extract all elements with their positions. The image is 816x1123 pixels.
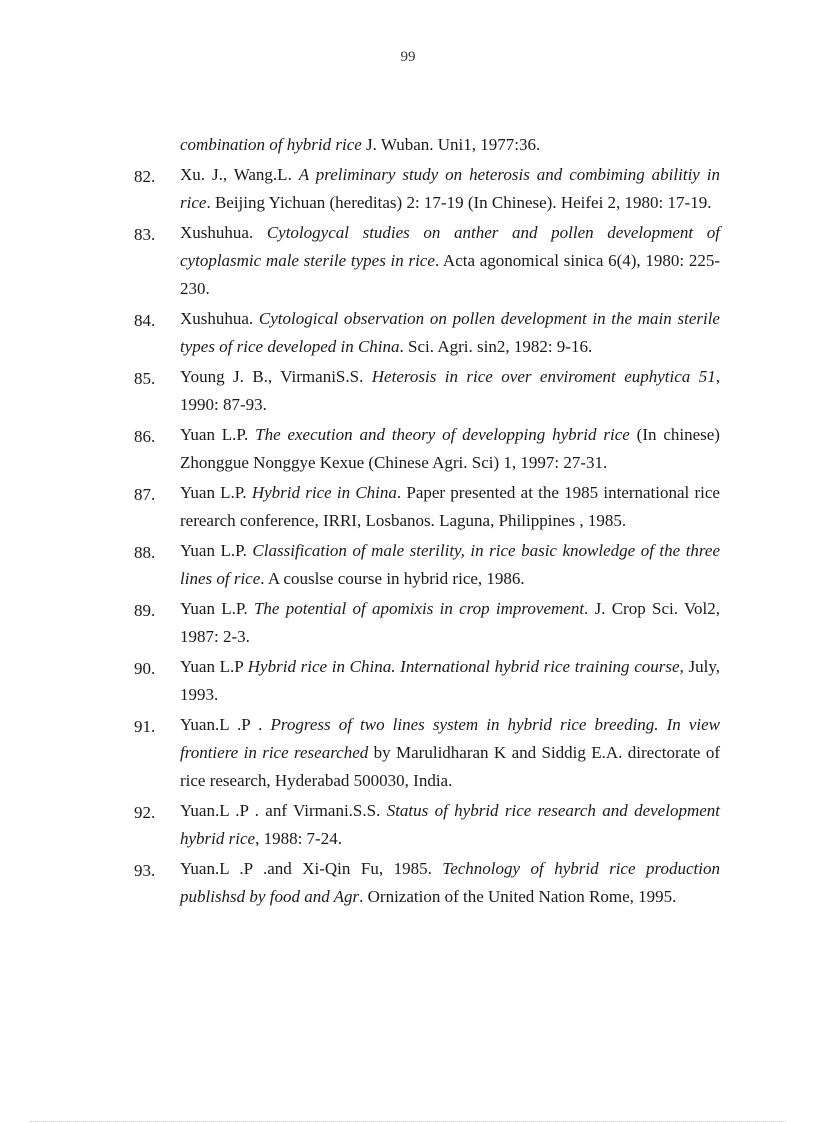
reference-item xyxy=(134,161,720,217)
reference-list xyxy=(134,131,720,913)
reference-title-text: Classification of male sterility, in rice basic knowledge of the three lines of rice xyxy=(180,541,720,588)
reference-title-text: Cytological observation on pollen development in the main sterile types of rice developed in China xyxy=(180,309,720,356)
reference-body xyxy=(180,711,720,795)
reference-title-text: The potential of apomixis in crop improvement xyxy=(253,599,585,618)
reference-body xyxy=(180,131,720,159)
reference-text: , July, 1993. xyxy=(180,657,720,704)
reference-item xyxy=(134,421,720,477)
reference-number: 86. xyxy=(134,427,156,446)
reference-continuation xyxy=(134,131,720,159)
reference-text: , 1988: 7-24. xyxy=(255,829,342,848)
reference-number: 82. xyxy=(134,167,156,186)
reference-number: 83. xyxy=(134,225,156,244)
reference-item xyxy=(134,537,720,593)
page-number: 99 xyxy=(400,49,416,65)
reference-title-text: Heterosis in rice over enviroment euphytica 51 xyxy=(371,367,716,386)
reference-body xyxy=(180,421,720,477)
reference-item xyxy=(134,479,720,535)
reference-text: (In chinese) Zhonggue Nonggye Kexue (Chinese Agri. Sci) 1, 1997: 27-31. xyxy=(180,425,720,472)
reference-items xyxy=(134,161,720,911)
reference-body xyxy=(180,161,720,217)
reference-number: 84. xyxy=(134,311,156,330)
reference-title-text: Hybrid rice in China xyxy=(251,483,397,502)
reference-text: by Marulidharan K and Siddig E.A. directorate of rice research, Hyderabad 500030, India. xyxy=(180,743,720,790)
reference-body xyxy=(180,797,720,853)
reference-text: Xu. J., Wang.L. xyxy=(180,165,299,184)
reference-title-text: Progress of two lines system in hybrid rice breeding. In view frontiere in rice researched xyxy=(180,715,721,762)
reference-text: Yuan L.P. xyxy=(180,483,252,502)
reference-item xyxy=(134,595,720,651)
reference-item xyxy=(134,363,720,419)
page-bottom-rule xyxy=(30,1121,786,1122)
reference-title-text: combination of hybrid rice xyxy=(180,135,362,154)
reference-title-text: The execution and theory of developping hybrid rice xyxy=(255,425,630,444)
reference-item xyxy=(134,855,720,911)
reference-text: Yuan L.P. xyxy=(180,425,256,444)
reference-text: Yuan.L .P .and Xi-Qin Fu, 1985. xyxy=(180,859,443,878)
reference-text: , 1990: 87-93. xyxy=(180,367,720,414)
reference-number: 92. xyxy=(134,803,156,822)
reference-text: . Beijing Yichuan (hereditas) 2: 17-19 (In Chinese). Heifei 2, 1980: 17-19. xyxy=(206,193,712,212)
reference-title-text: Technology of hybrid rice production publishsd by food and Agr xyxy=(180,859,720,906)
reference-body xyxy=(180,653,720,709)
reference-number: 85. xyxy=(134,369,156,388)
reference-item xyxy=(134,219,720,303)
reference-number: 93. xyxy=(134,861,156,880)
reference-text: . Acta agonomical sinica 6(4), 1980: 225-230. xyxy=(180,251,720,298)
reference-title-text: Hybrid rice in China. International hybrid rice training course xyxy=(247,657,680,676)
reference-text: Yuan L.P xyxy=(180,657,248,676)
reference-number: 87. xyxy=(134,485,156,504)
reference-number: 88. xyxy=(134,543,156,562)
reference-body xyxy=(180,305,720,361)
reference-number: 89. xyxy=(134,601,156,620)
reference-text: . Sci. Agri. sin2, 1982: 9-16. xyxy=(399,337,593,356)
reference-number: 90. xyxy=(134,659,156,678)
reference-body xyxy=(180,479,720,535)
reference-text: J. Wuban. Uni1, 1977:36. xyxy=(361,135,541,154)
reference-title-text: Status of hybrid rice research and development hybrid rice xyxy=(180,801,720,848)
reference-text: Yuan L.P. xyxy=(180,541,253,560)
reference-text: Yuan.L .P . anf Virmani.S.S. xyxy=(180,801,387,820)
reference-title-text: Cytologycal studies on anther and pollen development of cytoplasmic male sterile types in rice xyxy=(180,223,720,270)
reference-text: Xushuhua. xyxy=(180,309,259,328)
reference-body xyxy=(180,363,720,419)
reference-text: Young J. B., VirmaniS.S. xyxy=(180,367,372,386)
reference-item xyxy=(134,797,720,853)
reference-text: . Paper presented at the 1985 international rice rerearch conference, IRRI, Losbanos. Laguna, Philippines , 1985. xyxy=(180,483,720,530)
reference-text: Yuan L.P. xyxy=(180,599,254,618)
reference-text: . A couslse course in hybrid rice, 1986. xyxy=(260,569,525,588)
reference-text: . Ornization of the United Nation Rome, 1995. xyxy=(359,887,677,906)
reference-title-text: A preliminary study on heterosis and combiming abilitiy in rice xyxy=(180,165,720,212)
reference-item xyxy=(134,711,720,795)
reference-body xyxy=(180,537,720,593)
reference-body xyxy=(180,219,720,303)
reference-item xyxy=(134,653,720,709)
reference-number: 91. xyxy=(134,717,156,736)
reference-body xyxy=(180,855,720,911)
reference-text: . J. Crop Sci. Vol2, 1987: 2-3. xyxy=(180,599,720,646)
reference-text: Xushuhua. xyxy=(180,223,267,242)
reference-text: Yuan.L .P . xyxy=(180,715,271,734)
reference-body xyxy=(180,595,720,651)
reference-item xyxy=(134,305,720,361)
